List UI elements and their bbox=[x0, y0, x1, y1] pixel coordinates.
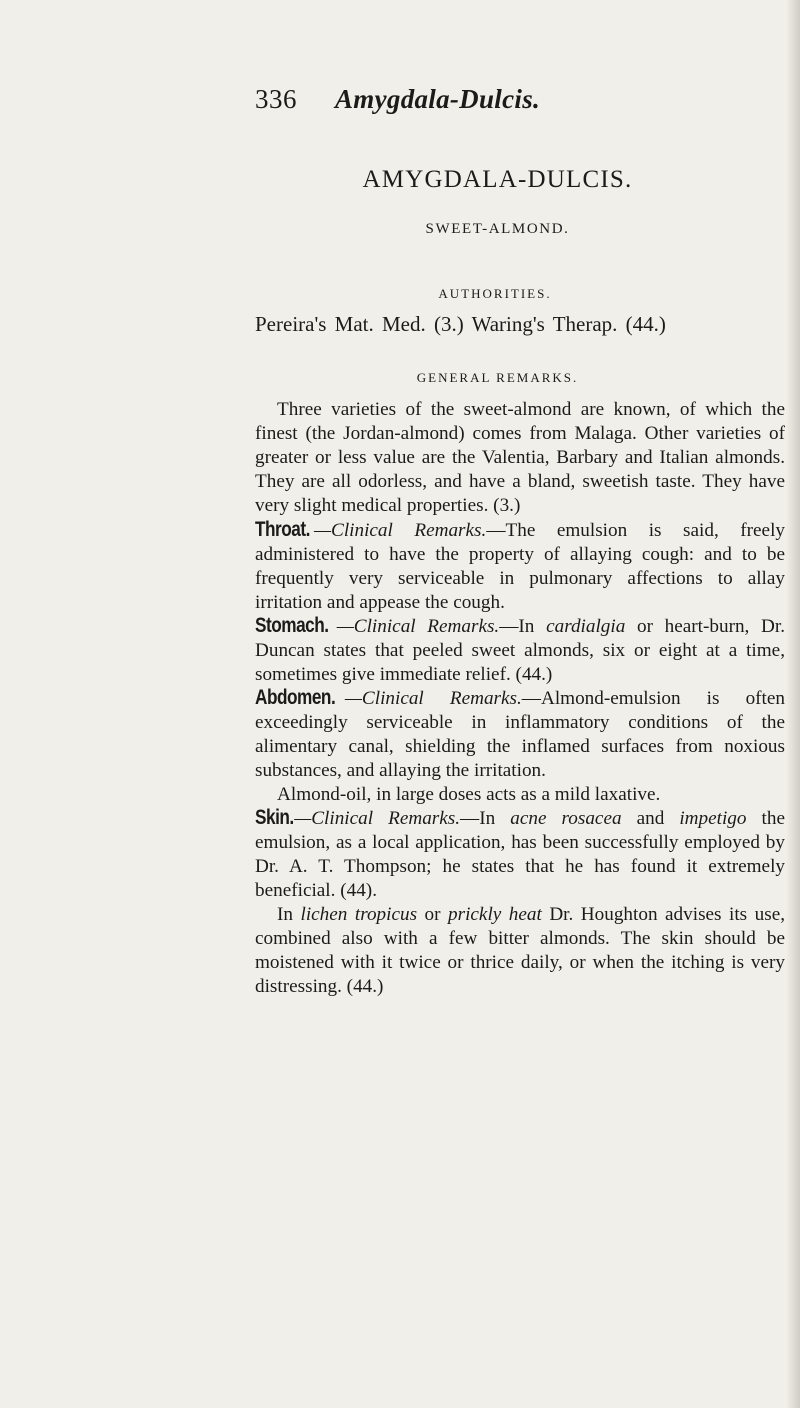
skin-pre: —In bbox=[460, 808, 511, 829]
skin-term-2: impetigo bbox=[679, 808, 747, 829]
stomach-label: —Clinical Remarks. bbox=[336, 616, 500, 637]
throat-section bbox=[255, 518, 785, 615]
stomach-term: cardialgia bbox=[546, 616, 626, 637]
skin-p2-pre: In bbox=[277, 904, 301, 925]
skin-label: —Clinical Remarks. bbox=[294, 808, 461, 829]
general-remarks-heading: GENERAL REMARKS. bbox=[416, 370, 579, 385]
skin-p2-term-1: lichen tropicus bbox=[300, 904, 418, 925]
throat-heading: Throat. bbox=[255, 518, 310, 541]
skin-section bbox=[255, 806, 785, 999]
skin-heading: Skin. bbox=[255, 806, 294, 829]
stomach-text: or heart-burn, Dr. Duncan states that peeled sweet almonds, six or eight at a time, sometimes give immediate relief. (44.) bbox=[255, 616, 785, 685]
running-title: Amygdala-Dulcis. bbox=[335, 84, 541, 114]
abdomen-text-2: Almond-oil, in large doses acts as a mild laxative. bbox=[277, 784, 661, 805]
skin-paragraph-2 bbox=[255, 903, 785, 999]
throat-text: —The emulsion is said, freely administered to have the property of allaying cough: and to be frequently very serviceable in pulmonary affections to allay irritation and appease the cough. bbox=[255, 520, 785, 613]
general-remarks-text: Three varieties of the sweet-almond are known, of which the finest (the Jordan-almond) comes from Malaga. Other varieties of greater or less value are the Valentia, Barbary and Italian almonds. They are all odorless, and have a bland, sweetish taste. They have very slight medical properties. (3.) bbox=[255, 399, 785, 516]
skin-p2-mid: or bbox=[417, 904, 449, 925]
page-header bbox=[255, 84, 800, 124]
stomach-pre: —In bbox=[499, 616, 547, 637]
skin-p2-term-2: prickly heat bbox=[448, 904, 542, 925]
authorities-heading: AUTHORITIES. bbox=[438, 286, 552, 301]
stomach-section bbox=[255, 614, 785, 687]
entry-title: AMYGDALA-DULCIS. bbox=[362, 166, 633, 193]
page-edge-shadow bbox=[786, 0, 800, 1408]
general-remarks-paragraph bbox=[255, 398, 785, 518]
abdomen-label: —Clinical Remarks. bbox=[344, 688, 522, 709]
abdomen-text: —Almond-emulsion is often exceedingly serviceable in inflammatory conditions of the alimentary canal, shielding the inflamed surfaces from noxious substances, and allaying the irritation. bbox=[255, 688, 785, 781]
stomach-heading: Stomach. bbox=[255, 614, 329, 637]
page-number: 336 bbox=[255, 84, 297, 114]
skin-p2-text: Dr. Houghton advises its use, combined also with a few bitter almonds. The skin should be moistened with it twice or thrice daily, or when the itching is very distressing. (44.) bbox=[255, 904, 786, 997]
entry-subtitle: SWEET-ALMOND. bbox=[425, 221, 570, 237]
throat-label: —Clinical Remarks. bbox=[313, 520, 487, 541]
authorities-text: Pereira's Mat. Med. (3.) Waring's Therap. (44.) bbox=[255, 312, 666, 336]
abdomen-heading: Abdomen. bbox=[255, 686, 336, 709]
abdomen-section bbox=[255, 686, 785, 807]
skin-text: the emulsion, as a local application, has been successfully employed by Dr. A. T. Thompson; he states that he has found it extremely beneficial. (44). bbox=[255, 808, 785, 901]
skin-mid: and bbox=[621, 808, 680, 829]
skin-term-1: acne rosacea bbox=[510, 808, 622, 829]
